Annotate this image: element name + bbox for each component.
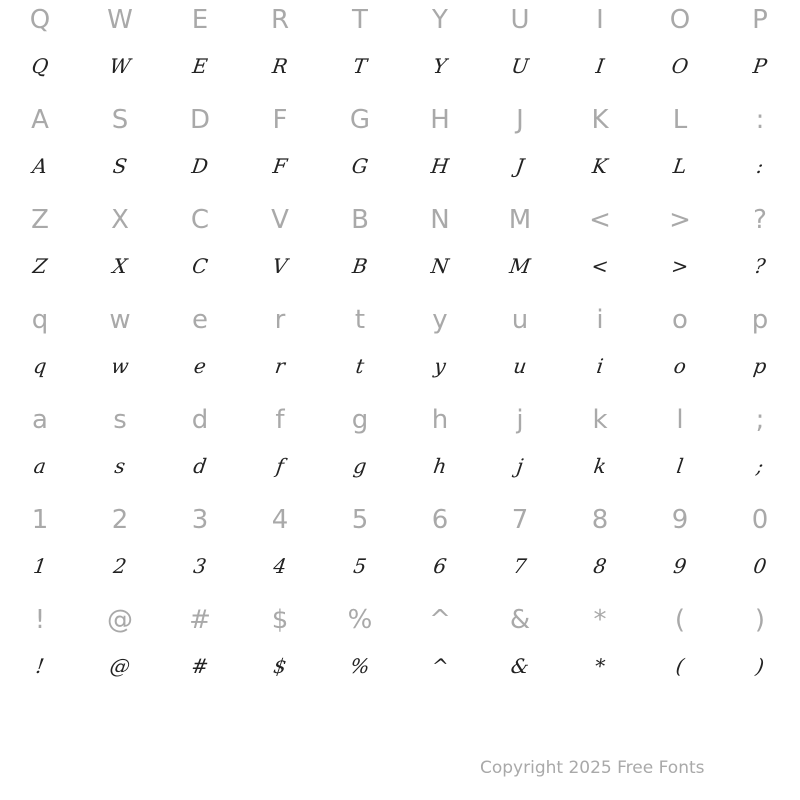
script-glyph: o (672, 354, 688, 378)
script-glyph: P (751, 54, 769, 78)
script-glyph: O (670, 54, 690, 78)
script-glyph: Q (30, 54, 50, 78)
glyph-row-pair (0, 100, 800, 200)
script-glyph: y (432, 354, 448, 378)
script-glyph: q (31, 354, 49, 378)
sample-glyph: ) (754, 605, 766, 635)
sample-glyph: T (352, 5, 368, 35)
script-glyph: W (108, 54, 132, 78)
glyph-row-pair (0, 500, 800, 600)
sample-glyph: A (31, 105, 49, 135)
sample-glyph: p (751, 305, 769, 335)
sample-glyph: 5 (351, 505, 369, 535)
script-glyph: & (509, 654, 531, 678)
sample-glyph: H (430, 105, 450, 135)
glyph-row-pair (0, 0, 800, 100)
sample-glyph: g (351, 405, 369, 435)
sample-glyph: d (191, 405, 209, 435)
sample-glyph: s (113, 405, 127, 435)
sample-glyph: e (192, 305, 208, 335)
script-glyph: S (111, 154, 129, 178)
sample-glyph: t (354, 305, 366, 335)
script-glyph: X (111, 254, 129, 278)
sample-glyph: L (672, 105, 688, 135)
sample-glyph: * (593, 605, 607, 635)
script-glyph: K (590, 154, 610, 178)
sample-glyph: % (347, 605, 373, 635)
sample-glyph: ( (674, 605, 686, 635)
sample-glyph: M (508, 205, 532, 235)
script-glyph: 0 (751, 554, 769, 578)
script-glyph: V (271, 254, 289, 278)
script-glyph: 6 (431, 554, 449, 578)
script-glyph: E (191, 54, 209, 78)
sample-glyph: : (755, 105, 765, 135)
script-glyph: T (351, 54, 369, 78)
script-glyph: * (593, 654, 607, 678)
script-glyph: u (511, 354, 529, 378)
script-glyph: : (754, 154, 766, 178)
script-glyph: C (190, 254, 210, 278)
script-glyph: 9 (671, 554, 689, 578)
sample-glyph: q (31, 305, 49, 335)
script-glyph: % (348, 654, 372, 678)
script-glyph: A (31, 154, 49, 178)
script-glyph: 4 (271, 554, 289, 578)
script-glyph: ; (754, 454, 766, 478)
sample-glyph: N (430, 205, 450, 235)
sample-glyph: 6 (431, 505, 449, 535)
script-glyph: 2 (111, 554, 129, 578)
script-glyph: l (675, 454, 685, 478)
sample-glyph: & (509, 605, 531, 635)
sample-glyph: f (275, 405, 285, 435)
script-glyph: N (429, 254, 451, 278)
sample-glyph: 0 (751, 505, 769, 535)
script-glyph: F (271, 154, 289, 178)
sample-glyph: V (271, 205, 289, 235)
sample-glyph: o (672, 305, 688, 335)
sample-glyph: S (111, 105, 129, 135)
script-glyph: @ (108, 654, 132, 678)
script-glyph: Z (31, 254, 49, 278)
sample-glyph: > (669, 205, 691, 235)
script-glyph: R (270, 54, 290, 78)
script-glyph: D (190, 154, 210, 178)
sample-glyph: Y (432, 5, 448, 35)
script-glyph: # (189, 654, 211, 678)
sample-glyph: # (189, 605, 211, 635)
script-glyph: t (354, 354, 366, 378)
sample-glyph: u (511, 305, 529, 335)
script-glyph: s (113, 454, 127, 478)
sample-glyph: R (270, 5, 290, 35)
script-glyph: U (509, 54, 531, 78)
script-glyph: ) (754, 654, 766, 678)
glyph-row-pair (0, 400, 800, 500)
script-glyph: > (669, 254, 691, 278)
sample-glyph: j (516, 405, 524, 435)
sample-glyph: B (351, 205, 369, 235)
sample-glyph: y (432, 305, 448, 335)
sample-glyph: F (272, 105, 288, 135)
sample-glyph: ! (34, 605, 46, 635)
script-glyph: Y (431, 54, 449, 78)
sample-glyph: I (596, 5, 604, 35)
sample-glyph: @ (107, 605, 133, 635)
sample-glyph: w (109, 305, 131, 335)
sample-glyph: a (32, 405, 48, 435)
sample-glyph: W (107, 5, 133, 35)
sample-glyph: 7 (511, 505, 529, 535)
script-glyph: w (109, 354, 131, 378)
script-glyph: 5 (351, 554, 369, 578)
sample-glyph: Z (31, 205, 49, 235)
sample-glyph: K (591, 105, 609, 135)
script-glyph: g (351, 454, 369, 478)
copyright-notice: Copyright 2025 Free Fonts (480, 758, 705, 778)
sample-glyph: 1 (31, 505, 49, 535)
script-glyph: I (594, 54, 606, 78)
script-glyph: 7 (511, 554, 529, 578)
script-glyph: L (671, 154, 689, 178)
sample-glyph: C (190, 205, 210, 235)
glyph-row-pair (0, 300, 800, 400)
sample-glyph: J (516, 105, 524, 135)
sample-glyph: Q (29, 5, 51, 35)
sample-glyph: h (431, 405, 449, 435)
sample-glyph: r (274, 305, 286, 335)
script-glyph: J (514, 154, 526, 178)
glyph-row-pair (0, 600, 800, 700)
sample-glyph: k (592, 405, 608, 435)
sample-glyph: 9 (671, 505, 689, 535)
script-glyph: j (515, 454, 525, 478)
sample-glyph: P (752, 5, 768, 35)
script-glyph: e (192, 354, 208, 378)
sample-glyph: U (510, 5, 530, 35)
sample-glyph: 2 (111, 505, 129, 535)
script-glyph: i (595, 354, 605, 378)
sample-glyph: E (191, 5, 209, 35)
sample-glyph: D (189, 105, 211, 135)
sample-glyph: < (589, 205, 611, 235)
script-glyph: f (274, 454, 286, 478)
sample-glyph: ^ (429, 605, 451, 635)
script-glyph: ( (674, 654, 686, 678)
sample-glyph: 3 (191, 505, 209, 535)
sample-glyph: X (111, 205, 129, 235)
script-glyph: 1 (31, 554, 49, 578)
sample-glyph: ; (755, 405, 765, 435)
script-glyph: $ (271, 654, 289, 678)
script-glyph: B (350, 254, 370, 278)
script-glyph: 8 (591, 554, 609, 578)
script-glyph: r (273, 354, 287, 378)
sample-glyph: 4 (271, 505, 289, 535)
script-glyph: G (350, 154, 370, 178)
script-glyph: k (592, 454, 608, 478)
script-glyph: < (589, 254, 611, 278)
sample-glyph: l (676, 405, 684, 435)
script-glyph: H (429, 154, 451, 178)
script-glyph: h (431, 454, 449, 478)
sample-glyph: O (669, 5, 691, 35)
sample-glyph: 8 (591, 505, 609, 535)
script-glyph: ^ (429, 654, 451, 678)
script-glyph: a (32, 454, 48, 478)
script-glyph: ! (34, 654, 46, 678)
script-glyph: 3 (191, 554, 209, 578)
script-glyph: p (751, 354, 769, 378)
sample-glyph: ? (753, 205, 767, 235)
script-glyph: ? (752, 254, 768, 278)
script-glyph: d (191, 454, 209, 478)
sample-glyph: G (349, 105, 371, 135)
glyph-row-pair (0, 200, 800, 300)
script-glyph: M (508, 254, 532, 278)
sample-glyph: $ (271, 605, 289, 635)
sample-glyph: i (596, 305, 604, 335)
